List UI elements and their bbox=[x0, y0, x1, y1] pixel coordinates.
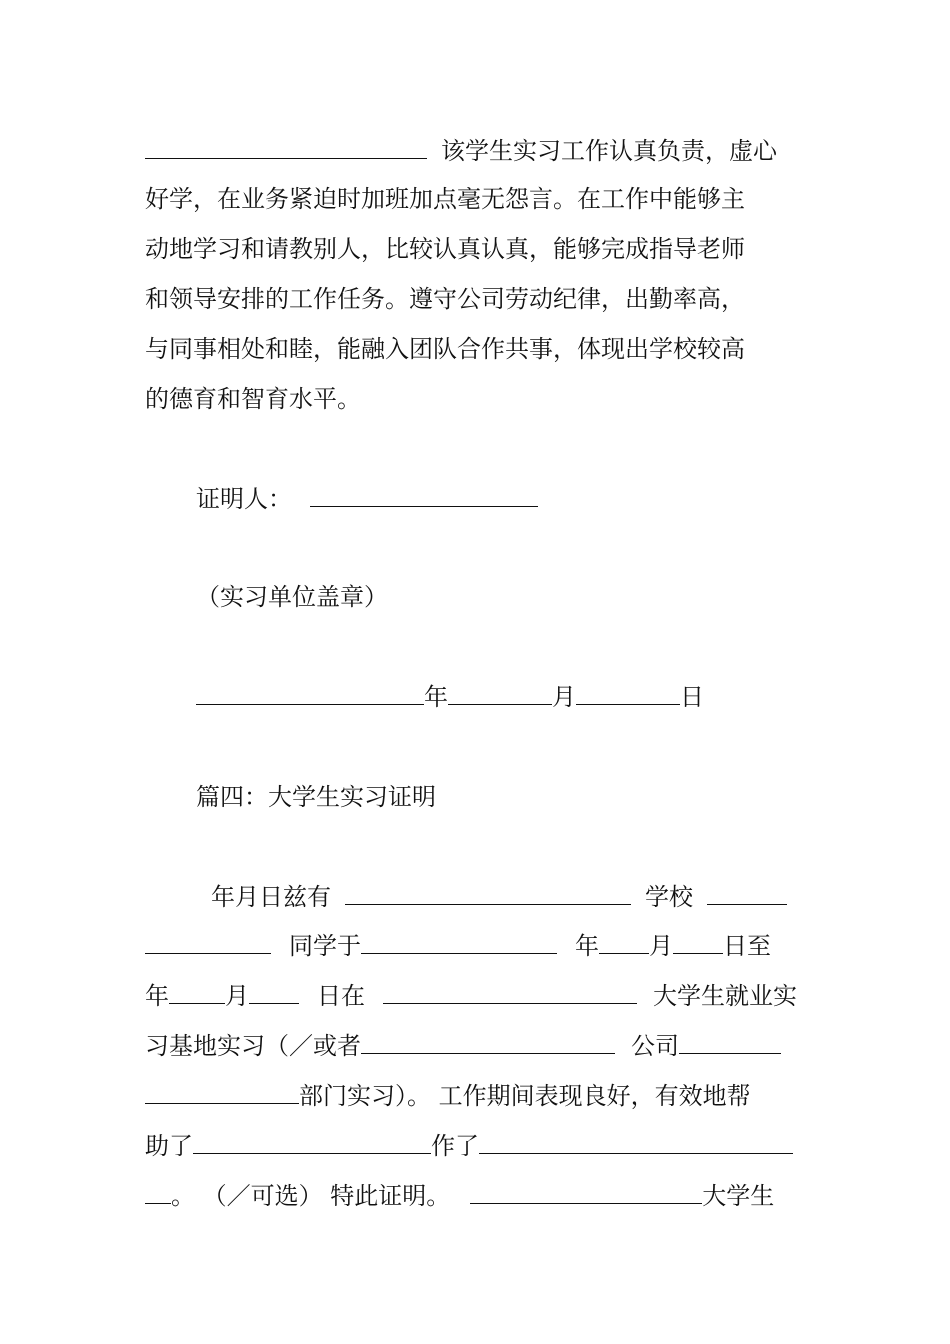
section4-line-4 bbox=[145, 1031, 865, 1061]
certifier-line bbox=[196, 484, 916, 514]
blank-underline bbox=[361, 1031, 615, 1054]
blank-underline bbox=[479, 1131, 793, 1154]
section4-text: 日在 bbox=[317, 982, 365, 1010]
paragraph-text: 该学生实习工作认真负责，虚心 bbox=[441, 137, 777, 165]
blank-underline bbox=[679, 1031, 781, 1054]
section4-line-1 bbox=[145, 882, 865, 912]
section4-text: 习基地实习（／或者 bbox=[145, 1032, 361, 1060]
blank-underline bbox=[145, 136, 427, 159]
section4-line-2 bbox=[145, 931, 865, 961]
paragraph-line-1 bbox=[145, 136, 865, 166]
section4-text: 。 （／可选） 特此证明。 bbox=[171, 1182, 451, 1210]
blank-underline bbox=[470, 1181, 702, 1204]
paragraph-line-6: 的德育和智育水平。 bbox=[145, 385, 361, 413]
month-label: 月 bbox=[552, 683, 576, 711]
section4-text: 月 bbox=[649, 932, 673, 960]
blank-underline bbox=[673, 931, 723, 954]
section-heading: 篇四：大学生实习证明 bbox=[196, 783, 436, 811]
blank-underline bbox=[193, 1131, 431, 1154]
section4-text: 同学于 bbox=[289, 932, 361, 960]
blank-underline bbox=[169, 981, 225, 1004]
year-blank bbox=[196, 682, 424, 705]
stamp-label: （实习单位盖章） bbox=[196, 583, 388, 611]
blank-underline bbox=[599, 931, 649, 954]
section4-text: 学校 bbox=[645, 883, 693, 911]
date-line bbox=[196, 682, 916, 712]
blank-underline bbox=[249, 981, 299, 1004]
section4-text: 日至 bbox=[723, 932, 771, 960]
section4-text: 部门实习）。 工作期间表现良好，有效地帮 bbox=[299, 1082, 751, 1110]
section4-text: 大学生就业实 bbox=[653, 982, 797, 1010]
section4-text: 大学生 bbox=[702, 1182, 775, 1210]
section4-text: 公司 bbox=[631, 1032, 679, 1060]
certifier-label: 证明人： bbox=[196, 485, 292, 513]
blank-underline bbox=[383, 981, 637, 1004]
section4-line-7 bbox=[145, 1181, 865, 1211]
day-label: 日 bbox=[680, 683, 704, 711]
section4-text: 年 bbox=[575, 932, 599, 960]
section4-text: 年月日兹有 bbox=[211, 883, 331, 911]
section4-line-3 bbox=[145, 981, 865, 1011]
section4-line-6 bbox=[145, 1131, 865, 1161]
blank-underline bbox=[361, 931, 557, 954]
section4-text: 年 bbox=[145, 982, 169, 1010]
month-blank bbox=[448, 682, 552, 705]
year-label: 年 bbox=[424, 683, 448, 711]
day-blank bbox=[576, 682, 680, 705]
paragraph-line-4: 和领导安排的工作任务。遵守公司劳动纪律，出勤率高， bbox=[145, 285, 745, 313]
certifier-blank bbox=[310, 484, 538, 507]
paragraph-line-3: 动地学习和请教别人，比较认真认真，能够完成指导老师 bbox=[145, 235, 745, 263]
blank-underline bbox=[707, 882, 787, 905]
section4-line-5 bbox=[145, 1081, 865, 1111]
blank-underline bbox=[145, 1181, 171, 1204]
section4-text: 助了 bbox=[145, 1132, 193, 1160]
paragraph-line-5: 与同事相处和睦，能融入团队合作共事，体现出学校较高 bbox=[145, 335, 745, 363]
section4-text: 月 bbox=[225, 982, 249, 1010]
blank-underline bbox=[345, 882, 631, 905]
section4-text: 作了 bbox=[431, 1132, 479, 1160]
blank-underline bbox=[145, 1081, 299, 1104]
paragraph-line-2: 好学，在业务紧迫时加班加点毫无怨言。在工作中能够主 bbox=[145, 185, 745, 213]
blank-underline bbox=[145, 931, 271, 954]
